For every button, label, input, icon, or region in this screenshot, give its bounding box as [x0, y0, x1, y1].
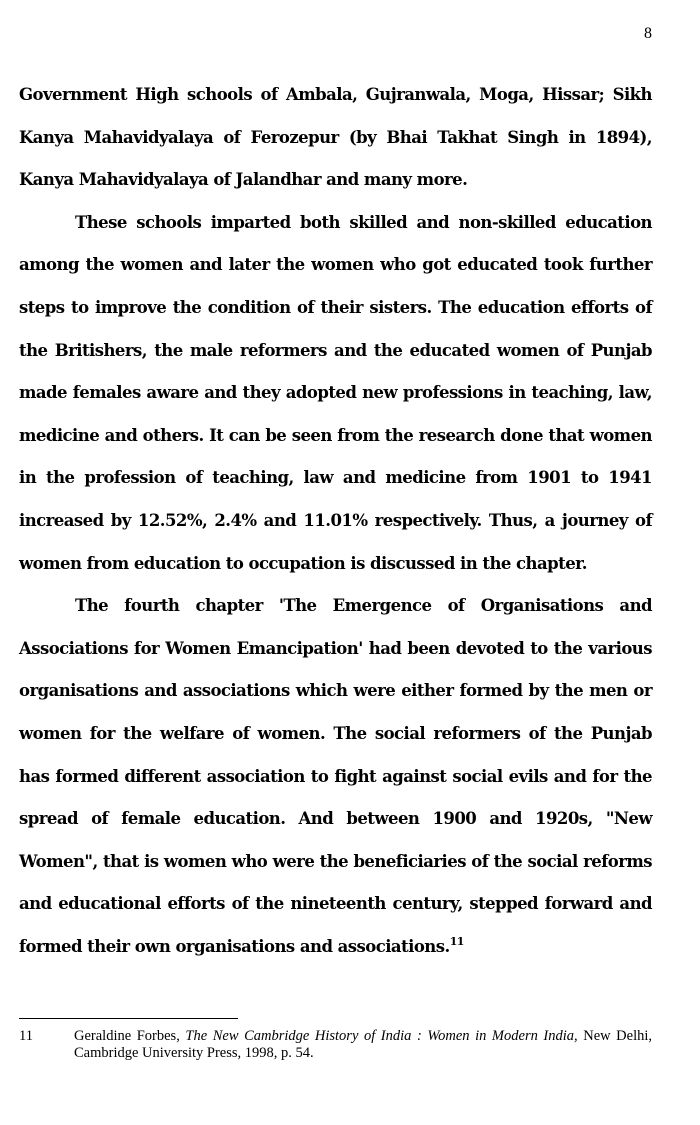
- footnote-number: 11: [19, 1028, 33, 1044]
- footnote-divider: [19, 1018, 238, 1019]
- footnote-book-title: The New Cambridge History of India : Women in Modern India: [185, 1028, 575, 1044]
- paragraph-text: These schools imparted both skilled and non-skilled education among the women and later the women who got educated took further steps to improve the condition of their sisters. The education efforts of the Britishers, the male reformers and the educated women of Punjab made females aware and they adopted new professions in teaching, law, medicine and others. It can be seen from the research done that women in the profession of teaching, law and medicine from 1901 to 1941 increased by 12.52%, 2.4% and 11.01% respectively. Thus, a journey of women from education to occupation is discussed in the chapter.: [19, 212, 652, 573]
- body-text: [19, 74, 652, 968]
- footnote-text: [74, 1028, 652, 1062]
- footnote: [19, 1028, 652, 1062]
- footnote-publication: , New Delhi, Cambridge University Press, 1998, p. 54.: [74, 1028, 653, 1061]
- paragraph-fourth-chapter: [19, 585, 652, 968]
- paragraph-text: The fourth chapter 'The Emergence of Organisations and Associations for Women Emancipation' had been devoted to the various organisations and associations which were either formed by the men or women for the welfare of women. The social reformers of the Punjab has formed different association to fight against social evils and for the spread of female education. And between 1900 and 1920s, "New Women", that is women who were the beneficiaries of the social reforms and educational efforts of the nineteenth century, stepped forward and formed their own organisations and associations.: [19, 596, 652, 956]
- paragraph-text: Government High schools of Ambala, Gujranwala, Moga, Hissar; Sikh Kanya Mahavidyalaya of Ferozepur (by Bhai Takhat Singh in 1894), Kanya Mahavidyalaya of Jalandhar and many more.: [19, 85, 652, 190]
- paragraph-continuation: [19, 74, 652, 202]
- footnote-author: Geraldine Forbes,: [74, 1028, 186, 1044]
- footnote-reference[interactable]: 11: [449, 934, 464, 948]
- page-number: 8: [644, 25, 652, 42]
- paragraph-schools-education: [19, 202, 652, 585]
